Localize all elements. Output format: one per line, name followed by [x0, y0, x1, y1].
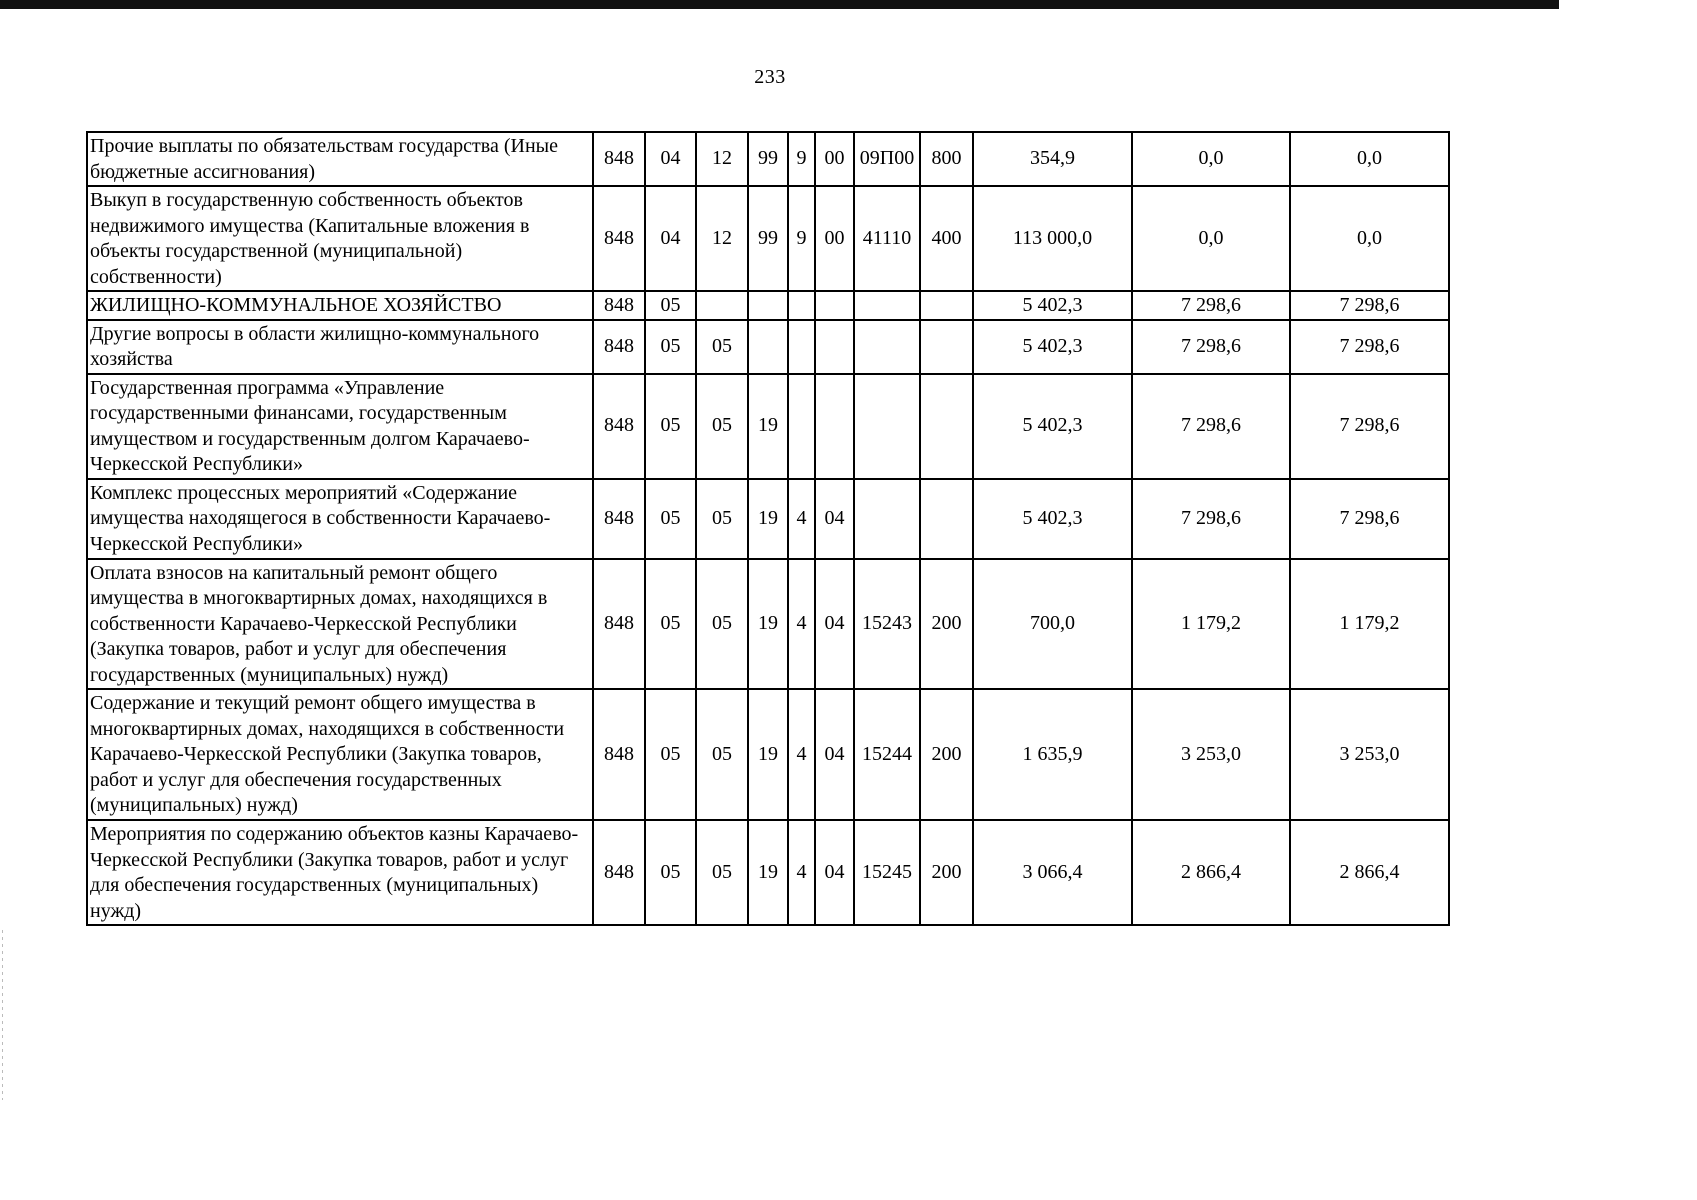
amount-year-2-cell: 3 253,0	[1132, 689, 1290, 820]
program-cell	[748, 320, 788, 374]
section-cell: 05	[645, 374, 696, 479]
row-description: Государственная программа «Управление государственными финансами, государственным имуществом и государственным долгом Карачаево-Черкесской Республики»	[87, 374, 593, 479]
amount-year-2-cell: 7 298,6	[1132, 291, 1290, 320]
amount-year-3-cell: 1 179,2	[1290, 559, 1449, 690]
ministry-code-cell: 848	[593, 820, 645, 925]
section-cell: 05	[645, 689, 696, 820]
section-cell: 05	[645, 291, 696, 320]
subsection-cell: 05	[696, 479, 748, 559]
subprogram-type-cell	[788, 291, 815, 320]
program-cell: 19	[748, 689, 788, 820]
table-row	[87, 689, 1449, 820]
direction-code-cell	[854, 479, 920, 559]
amount-year-3-cell: 3 253,0	[1290, 689, 1449, 820]
subprogram-cell: 00	[815, 186, 854, 291]
row-description: Мероприятия по содержанию объектов казны Карачаево-Черкесской Республики (Закупка товаров, работ и услуг для обеспечения государственных (муниципальных) нужд)	[87, 820, 593, 925]
row-description: Содержание и текущий ремонт общего имущества в многоквартирных домах, находящихся в собственности Карачаево-Черкесской Республики (Закупка товаров, работ и услуг для обеспечения государственных (муниципальных) нужд)	[87, 689, 593, 820]
subprogram-cell: 04	[815, 479, 854, 559]
subsection-cell: 12	[696, 186, 748, 291]
amount-year-3-cell: 2 866,4	[1290, 820, 1449, 925]
direction-code-cell	[854, 374, 920, 479]
subprogram-type-cell: 4	[788, 559, 815, 690]
amount-year-1-cell: 5 402,3	[973, 291, 1132, 320]
subprogram-cell: 04	[815, 559, 854, 690]
row-description: Оплата взносов на капитальный ремонт общего имущества в многоквартирных домах, находящихся в собственности Карачаево-Черкесской Республики (Закупка товаров, работ и услуг для обеспечения государственных (муниципальных) нужд)	[87, 559, 593, 690]
subsection-cell	[696, 291, 748, 320]
expense-type-cell	[920, 320, 973, 374]
subsection-cell: 05	[696, 320, 748, 374]
section-cell: 05	[645, 479, 696, 559]
section-cell: 04	[645, 132, 696, 186]
section-cell: 05	[645, 820, 696, 925]
amount-year-2-cell: 1 179,2	[1132, 559, 1290, 690]
subprogram-type-cell	[788, 374, 815, 479]
expense-type-cell: 200	[920, 689, 973, 820]
subprogram-cell	[815, 291, 854, 320]
direction-code-cell	[854, 291, 920, 320]
table-row	[87, 132, 1449, 186]
program-cell: 19	[748, 559, 788, 690]
ministry-code-cell: 848	[593, 559, 645, 690]
expense-type-cell	[920, 374, 973, 479]
amount-year-2-cell: 7 298,6	[1132, 374, 1290, 479]
subsection-cell: 12	[696, 132, 748, 186]
row-description: Другие вопросы в области жилищно-коммунального хозяйства	[87, 320, 593, 374]
ministry-code-cell: 848	[593, 374, 645, 479]
ministry-code-cell: 848	[593, 186, 645, 291]
program-cell: 99	[748, 132, 788, 186]
amount-year-2-cell: 7 298,6	[1132, 479, 1290, 559]
amount-year-1-cell: 5 402,3	[973, 374, 1132, 479]
direction-code-cell: 15244	[854, 689, 920, 820]
row-description: Выкуп в государственную собственность объектов недвижимого имущества (Капитальные вложения в объекты государственной (муниципальной) собственности)	[87, 186, 593, 291]
subprogram-type-cell: 4	[788, 689, 815, 820]
subsection-cell: 05	[696, 820, 748, 925]
amount-year-1-cell: 113 000,0	[973, 186, 1132, 291]
section-cell: 05	[645, 320, 696, 374]
subprogram-type-cell: 9	[788, 132, 815, 186]
subsection-cell: 05	[696, 689, 748, 820]
expense-type-cell: 200	[920, 559, 973, 690]
subprogram-type-cell: 4	[788, 820, 815, 925]
amount-year-1-cell: 5 402,3	[973, 320, 1132, 374]
section-cell: 04	[645, 186, 696, 291]
table-row	[87, 291, 1449, 320]
amount-year-3-cell: 7 298,6	[1290, 479, 1449, 559]
row-description: Комплекс процессных мероприятий «Содержание имущества находящегося в собственности Карачаево-Черкесской Республики»	[87, 479, 593, 559]
subprogram-cell: 04	[815, 689, 854, 820]
expense-type-cell: 800	[920, 132, 973, 186]
subsection-cell: 05	[696, 559, 748, 690]
program-cell	[748, 291, 788, 320]
ministry-code-cell: 848	[593, 291, 645, 320]
subprogram-type-cell: 9	[788, 186, 815, 291]
expense-type-cell: 200	[920, 820, 973, 925]
program-cell: 99	[748, 186, 788, 291]
subprogram-cell: 00	[815, 132, 854, 186]
amount-year-2-cell: 0,0	[1132, 132, 1290, 186]
amount-year-1-cell: 700,0	[973, 559, 1132, 690]
page-number: 233	[754, 66, 786, 88]
table-row	[87, 186, 1449, 291]
table-row	[87, 820, 1449, 925]
amount-year-2-cell: 2 866,4	[1132, 820, 1290, 925]
expense-type-cell	[920, 479, 973, 559]
subprogram-type-cell	[788, 320, 815, 374]
direction-code-cell	[854, 320, 920, 374]
row-description: Прочие выплаты по обязательствам государства (Иные бюджетные ассигнования)	[87, 132, 593, 186]
program-cell: 19	[748, 479, 788, 559]
table-row	[87, 479, 1449, 559]
ministry-code-cell: 848	[593, 132, 645, 186]
subprogram-cell: 04	[815, 820, 854, 925]
amount-year-1-cell: 5 402,3	[973, 479, 1132, 559]
table-row	[87, 320, 1449, 374]
program-cell: 19	[748, 820, 788, 925]
row-description: ЖИЛИЩНО-КОММУНАЛЬНОЕ ХОЗЯЙСТВО	[87, 291, 593, 320]
subprogram-type-cell: 4	[788, 479, 815, 559]
table-row	[87, 374, 1449, 479]
direction-code-cell: 15243	[854, 559, 920, 690]
direction-code-cell: 15245	[854, 820, 920, 925]
amount-year-3-cell: 7 298,6	[1290, 320, 1449, 374]
budget-table	[86, 131, 1450, 926]
amount-year-1-cell: 354,9	[973, 132, 1132, 186]
table-row	[87, 559, 1449, 690]
direction-code-cell: 09П00	[854, 132, 920, 186]
scan-top-border	[0, 0, 1559, 9]
amount-year-3-cell: 7 298,6	[1290, 374, 1449, 479]
scan-edge-mark	[2, 930, 3, 1100]
amount-year-1-cell: 1 635,9	[973, 689, 1132, 820]
ministry-code-cell: 848	[593, 479, 645, 559]
amount-year-3-cell: 0,0	[1290, 186, 1449, 291]
ministry-code-cell: 848	[593, 689, 645, 820]
amount-year-3-cell: 7 298,6	[1290, 291, 1449, 320]
program-cell: 19	[748, 374, 788, 479]
section-cell: 05	[645, 559, 696, 690]
expense-type-cell: 400	[920, 186, 973, 291]
expense-type-cell	[920, 291, 973, 320]
subprogram-cell	[815, 320, 854, 374]
subsection-cell: 05	[696, 374, 748, 479]
ministry-code-cell: 848	[593, 320, 645, 374]
amount-year-1-cell: 3 066,4	[973, 820, 1132, 925]
amount-year-3-cell: 0,0	[1290, 132, 1449, 186]
amount-year-2-cell: 7 298,6	[1132, 320, 1290, 374]
amount-year-2-cell: 0,0	[1132, 186, 1290, 291]
direction-code-cell: 41110	[854, 186, 920, 291]
subprogram-cell	[815, 374, 854, 479]
